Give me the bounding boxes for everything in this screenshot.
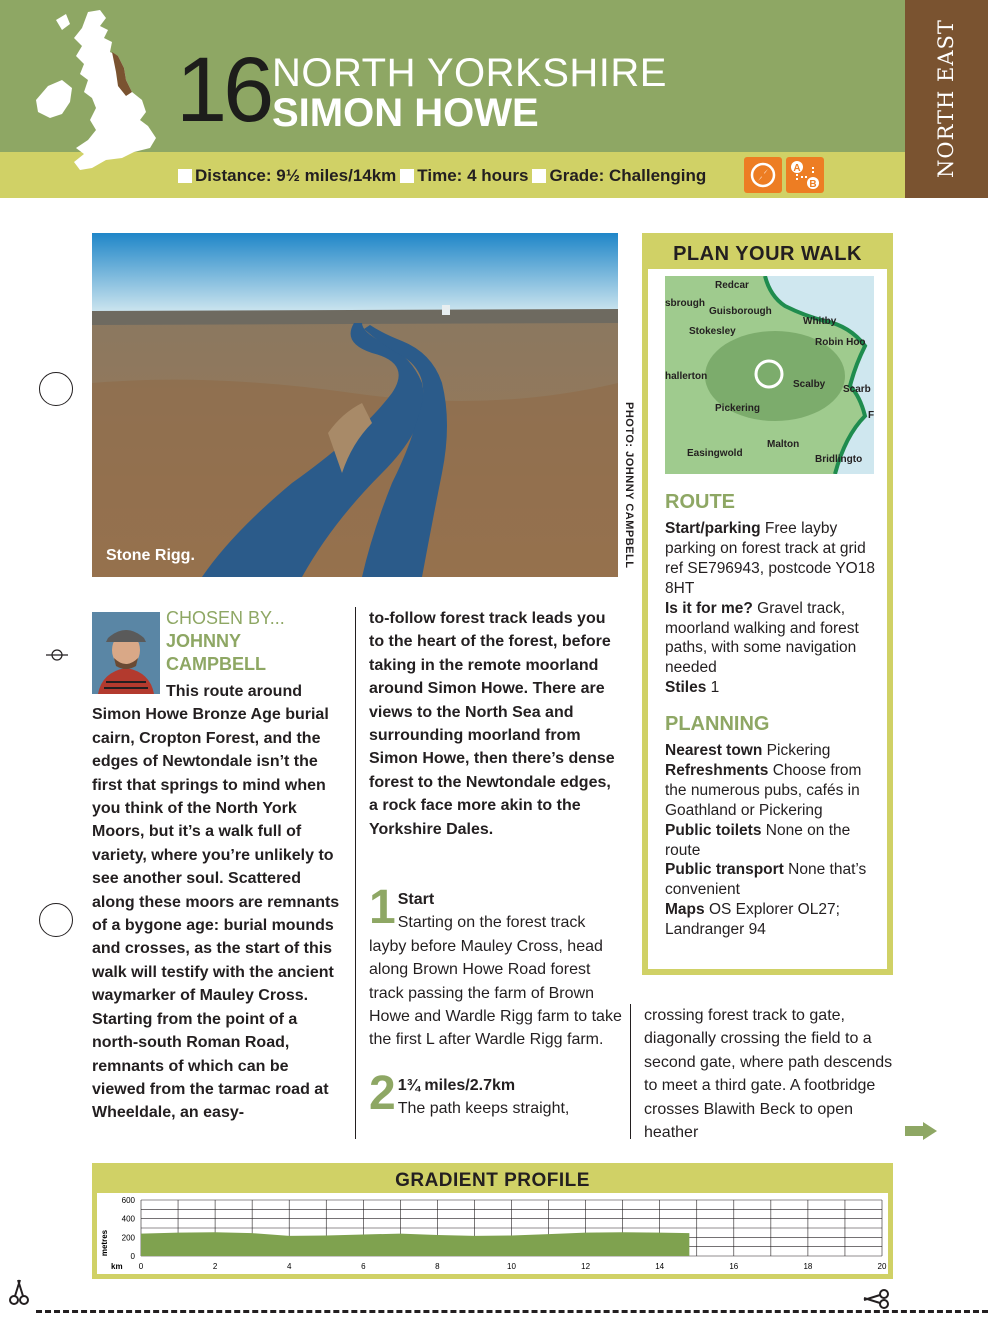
step-title: 1¾ miles/2.7km [397,1076,516,1094]
scissors-icon [6,1278,34,1306]
intro-paragraph-1: This route around Simon Howe Bronze Age burial cairn, Cropton Forest, and the edges of Newtondale isn’t the first that springs to mind when you think of the North York Moors, but it’s a walk full of variety, where you’re unlikely to see another soul. Scattered along these moors are remnants of a bygone age: burial mounds and crosses, as the start of this walk will testify with the ancient waymarker of Mauley Cross. Starting from the point of a north-south Roman Road, remnants of which can be viewed from the tarmac road at Wheeldale, an easy- [92,683,340,1122]
map-label: Stokesley [689,326,736,337]
route-item-text: Gravel track, moorland walking and forest paths, with some navigation needed [665,599,859,677]
step-number: 1 [369,881,396,934]
x-tick-label: 12 [581,1262,591,1271]
planning-item-text: None that’s convenient [665,861,867,899]
x-tick-label: 0 [138,1262,144,1271]
map-label: Redcar [715,280,749,291]
plan-title: PLAN YOUR WALK [648,239,887,269]
cut-line [36,1310,988,1313]
route-details [665,519,879,698]
plan-your-walk-box [642,233,893,975]
planning-item-text: None on the route [665,821,851,859]
x-tick-label: 2 [212,1262,218,1271]
author-name-first: JOHNNY [166,631,242,651]
binder-hole [39,903,73,937]
x-tick-label: 18 [803,1262,813,1271]
map-label: Robin Hoo [815,337,866,348]
bullet-square [178,169,192,183]
distance-value: 9½ miles/14km [276,166,397,185]
route-item-label: Start/parking [665,520,761,537]
distance-label: Distance: [195,166,272,185]
route-item [665,678,879,698]
grade-label: Grade: [549,166,605,185]
planning-item-text: Pickering [766,742,831,759]
time-value: 4 hours [467,166,529,185]
grade-value: Challenging [609,166,707,185]
y-tick-label: 0 [130,1252,135,1261]
x-tick-label: 8 [435,1262,440,1271]
route-item [665,519,879,599]
map-label: Scarb [843,384,871,395]
continuation-text: crossing forest track to gate, diagonally crossing the field to a second gate, where path descends to meet a third gate. A footbridge crosses Blawith Beck to open heather [644,1007,893,1142]
photo-credit: PHOTO: JOHNNY CAMPBELL [623,402,635,569]
route-heading: ROUTE [665,491,735,513]
map-label: Easingwold [687,448,743,459]
time-label: Time: [417,166,463,185]
y-tick-label: 200 [121,1233,135,1243]
bullet-square [400,169,414,183]
crosshair-icon [46,648,68,662]
walk-title: SIMON HOWE [272,91,539,135]
map-label: Guisborough [709,306,772,317]
chosen-by-block [166,607,346,676]
route-item-label: Stiles [665,679,707,697]
planning-item [665,900,879,940]
chosen-by-label: CHOSEN BY... [166,608,285,628]
compass-icon [744,157,782,193]
photo-caption: Stone Rigg. [106,547,195,564]
planning-item-label: Nearest town [665,742,763,759]
county-title: NORTH YORKSHIRE [272,51,667,95]
location-map [665,276,874,474]
gradient-profile-chart [97,1193,888,1274]
route-item-text: Free layby parking on forest track at grid ref SE796943, postcode YO18 8HT [665,520,875,597]
region-tab [905,0,988,198]
planning-item-label: Public toilets [665,821,762,839]
svg-text:A: A [793,163,801,174]
map-label: Malton [767,439,800,450]
route-item [665,599,879,679]
x-axis-label: km [111,1262,123,1271]
x-tick-label: 10 [507,1262,516,1271]
x-tick-label: 20 [877,1262,887,1271]
y-tick-label: 600 [121,1196,135,1205]
planning-item [665,821,879,861]
planning-item-label: Refreshments [665,761,769,779]
y-axis-label: metres [100,1229,109,1257]
planning-item [665,860,879,900]
scissors-icon [862,1286,890,1314]
binder-hole [39,372,73,406]
walk-stats [178,164,706,188]
planning-item [665,761,879,821]
map-label: Pickering [715,403,761,414]
column-divider [355,607,356,1139]
planning-details [665,741,879,940]
step-number: 2 [369,1066,396,1120]
gradient-profile-box [92,1163,893,1279]
map-label: Bridlingto [815,454,863,465]
step-1 [369,881,624,1052]
x-tick-label: 16 [729,1262,739,1271]
step-2 [369,1066,624,1121]
gradient-profile-title: GRADIENT PROFILE [97,1168,888,1193]
step-title: Start [397,891,435,908]
intro-paragraph-2: to-follow forest track leads you to the heart of the forest, before taking in the remote moorland around Simon Howe. There are views to the North Sea and surrounding moorland from Simon Howe, then there’s dense forest to the Newtondale edges, a rock face more akin to the Yorkshire Dales. [369,610,615,838]
route-a-to-b-icon [786,157,824,193]
route-number: 16 [176,39,271,141]
x-tick-label: 4 [286,1262,292,1271]
planning-item-text: OS Explorer OL27; Landranger 94 [665,901,840,939]
walk-photo [92,233,618,577]
map-label: hallerton [665,371,708,382]
elevation-area [141,1232,689,1256]
map-label: sbrough [665,298,705,309]
planning-item-label: Public transport [665,861,784,879]
author-name-last: CAMPBELL [166,654,266,674]
column-divider [630,1004,631,1139]
map-label: F [868,410,874,421]
region-label: NORTH EAST [934,19,958,179]
route-item-label: Is it for me? [665,599,753,617]
y-tick-label: 400 [121,1214,135,1224]
map-label: Scalby [793,379,826,390]
planning-item-label: Maps [665,901,705,919]
planning-heading: PLANNING [665,713,770,735]
step-text: Starting on the forest track layby before Mauley Cross, head along Brown Howe Road forest track passing the farm of Brown Howe and Wardle Rigg farm to take the first L after Wardle Rigg farm. [369,914,622,1049]
step-text: The path keeps straight, [397,1100,570,1118]
x-tick-label: 6 [361,1262,366,1271]
steps-block [369,881,624,1121]
x-tick-label: 14 [655,1262,665,1271]
next-page-arrow-icon [905,1122,937,1140]
uk-map-icon [26,8,166,184]
planning-item-text: Choose from the numerous pubs, cafés in Goathland or Pickering [665,761,862,819]
planning-item [665,741,879,761]
route-item-text: 1 [710,679,720,697]
bullet-square [532,169,546,183]
map-label: Whitby [803,316,837,327]
svg-text:B: B [809,179,817,190]
